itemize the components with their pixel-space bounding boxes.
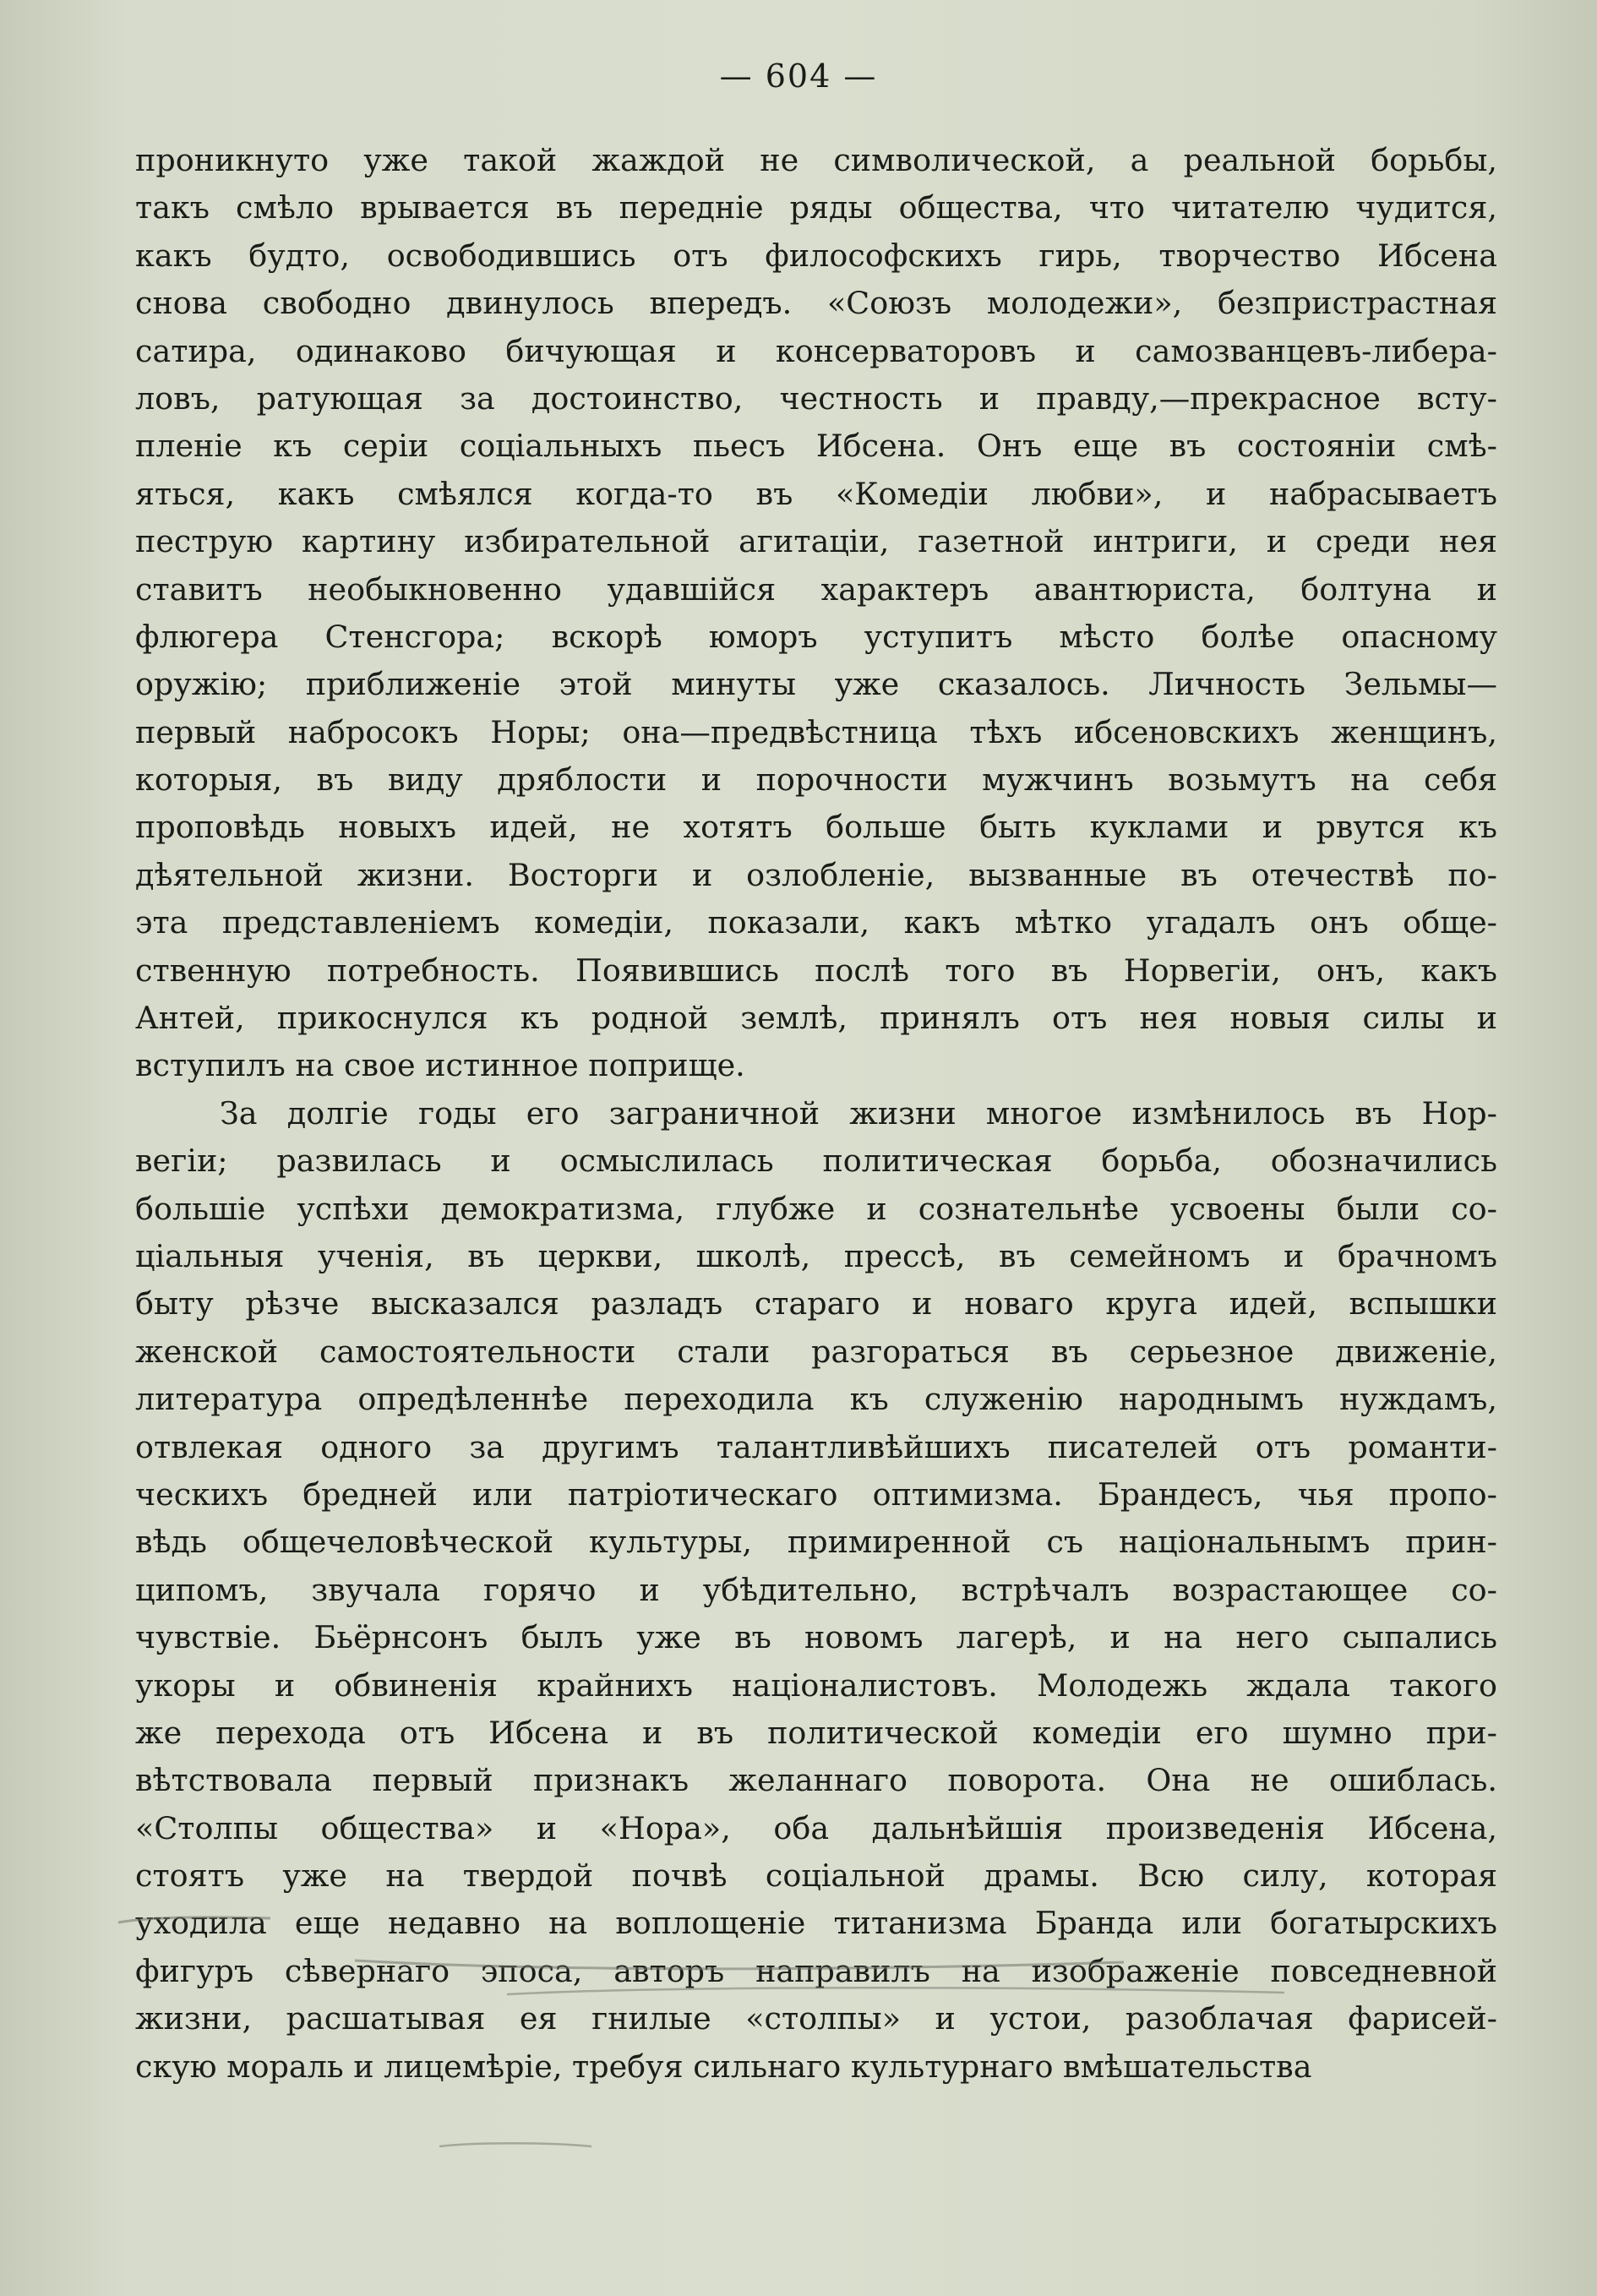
- text-line: ципомъ, звучала горячо и убѣдительно, встрѣчалъ возрастающее со-: [135, 1571, 1497, 1608]
- text-line: жизни, расшатывая ея гнилые «столпы» и устои, разоблачая фарисей-: [135, 2000, 1497, 2037]
- text-line: снова свободно двинулось впередъ. «Союзъ молодежи», безпристрастная: [135, 285, 1497, 322]
- text-line: большіе успѣхи демократизма, глубже и сознательнѣе усвоены были со-: [135, 1190, 1497, 1227]
- text-line: вѣдь общечеловѣческой культуры, примиренной съ національнымъ прин-: [135, 1524, 1497, 1561]
- text-line: яться, какъ смѣялся когда-то въ «Комедіи любви», и набрасываетъ: [135, 475, 1497, 512]
- text-line: фигуръ сѣвернаго эпоса, авторъ направилъ на изображеніе повседневной: [135, 1952, 1497, 1989]
- text-line: За долгіе годы его заграничной жизни многое измѣнилось въ Нор-: [220, 1094, 1497, 1132]
- text-line: ловъ, ратующая за достоинство, честность и правду,—прекрасное всту-: [135, 379, 1497, 417]
- text-line: сатира, одинаково бичующая и консерваторовъ и самозванцевъ-либера-: [135, 332, 1497, 369]
- text-line: ственную потребность. Появившись послѣ того въ Норвегіи, онъ, какъ: [135, 952, 1497, 989]
- text-line: пеструю картину избирательной агитаціи, газетной интриги, и среди нея: [135, 523, 1497, 560]
- text-line: первый набросокъ Норы; она—предвѣстница тѣхъ ибсеновскихъ женщинъ,: [135, 713, 1497, 750]
- text-line: быту рѣзче высказался разладъ стараго и новаго круга идей, вспышки: [135, 1285, 1497, 1323]
- text-line: эта представленіемъ комедіи, показали, какъ мѣтко угадалъ онъ обще-: [135, 904, 1497, 941]
- text-line: какъ будто, освободившись отъ философскихъ гирь, творчество Ибсена: [135, 237, 1497, 274]
- text-line: ческихъ бредней или патріотическаго оптимизма. Брандесъ, чья пропо-: [135, 1475, 1497, 1513]
- text-line: проникнуто уже такой жаждой не символической, а реальной борьбы,: [135, 142, 1497, 178]
- text-line: чувствіе. Бьёрнсонъ былъ уже въ новомъ лагерѣ, и на него сыпались: [135, 1619, 1497, 1656]
- text-line: женской самостоятельности стали разгораться въ серьезное движеніе,: [135, 1333, 1497, 1370]
- text-line: Антей, прикоснулся къ родной землѣ, принялъ отъ нея новыя силы и: [135, 1000, 1497, 1037]
- text-line: пленіе къ серіи соціальныхъ пьесъ Ибсена. Онъ еще въ состояніи смѣ-: [135, 428, 1497, 465]
- body-text: [135, 137, 1497, 2091]
- text-line: ціальныя ученія, въ церкви, школѣ, прессѣ, въ семейномъ и брачномъ: [135, 1237, 1497, 1274]
- text-line: ставитъ необыкновенно удавшійся характеръ авантюриста, болтуна и: [135, 570, 1497, 608]
- text-line: проповѣдь новыхъ идей, не хотятъ больше быть куклами и рвутся къ: [135, 809, 1497, 846]
- text-line: стоятъ уже на твердой почвѣ соціальной драмы. Всю силу, которая: [135, 1857, 1497, 1895]
- text-line: вступилъ на свое истинное поприще.: [135, 1047, 745, 1084]
- text-line: оружію; приближеніе этой минуты уже сказалось. Личность Зельмы—: [135, 666, 1497, 703]
- text-line: литература опредѣленнѣе переходила къ служенію народнымъ нуждамъ,: [135, 1381, 1497, 1418]
- text-line: укоры и обвиненія крайнихъ націоналистовъ. Молодежь ждала такого: [135, 1666, 1497, 1704]
- text-line: уходила еще недавно на воплощеніе титанизма Бранда или богатырскихъ: [135, 1905, 1497, 1942]
- text-line: «Столпы общества» и «Нора», оба дальнѣйшія произведенія Ибсена,: [135, 1809, 1497, 1846]
- text-line: скую мораль и лицемѣріе, требуя сильнаго культурнаго вмѣшательства: [135, 2048, 1312, 2085]
- text-line: флюгера Стенсгора; вскорѣ юморъ уступитъ мѣсто болѣе опасному: [135, 618, 1497, 655]
- page-number: — 604 —: [719, 57, 878, 95]
- text-line: которыя, въ виду дряблости и порочности мужчинъ возьмутъ на себя: [135, 761, 1497, 799]
- text-line: такъ смѣло врывается въ передніе ряды общества, что читателю чудится,: [135, 189, 1497, 226]
- text-line: отвлекая одного за другимъ талантливѣйшихъ писателей отъ романти-: [135, 1428, 1497, 1465]
- text-line: вѣтствовала первый признакъ желаннаго поворота. Она не ошиблась.: [135, 1762, 1497, 1799]
- text-line: дѣятельной жизни. Восторги и озлобленіе, вызванные въ отечествѣ по-: [135, 856, 1497, 893]
- text-line: же перехода отъ Ибсена и въ политической комедіи его шумно при-: [135, 1714, 1497, 1751]
- text-line: вегіи; развилась и осмыслилась политическая борьба, обозначились: [135, 1143, 1497, 1180]
